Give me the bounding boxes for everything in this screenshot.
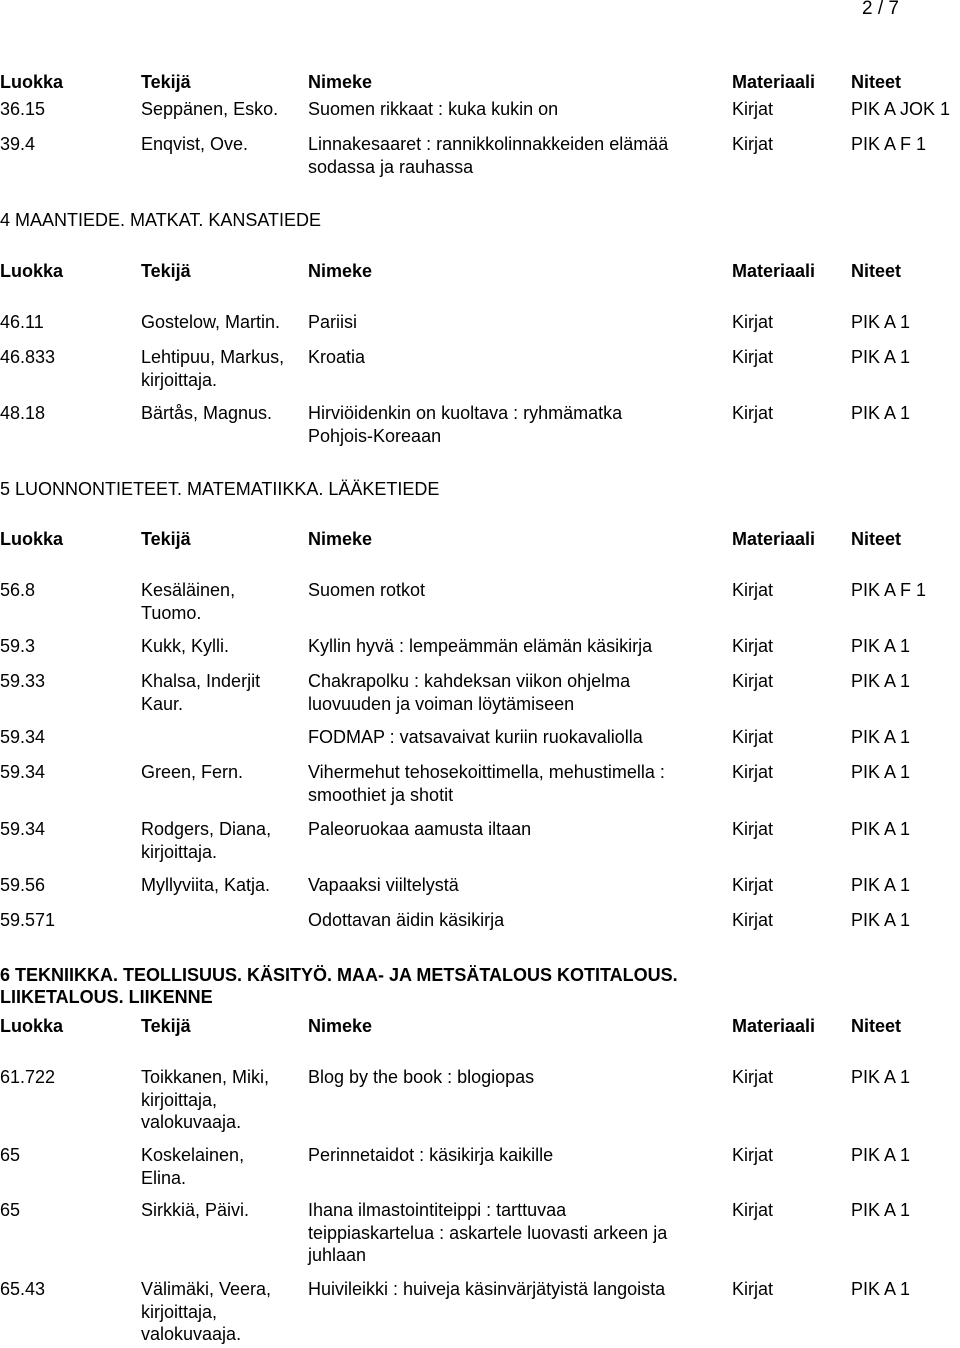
row-materiaali: Kirjat xyxy=(732,99,774,119)
row-tekija: Kesäläinen, xyxy=(141,580,236,600)
row-nimeke: Perinnetaidot : käsikirja kaikille xyxy=(308,1145,554,1165)
s4-header-tekija: Tekijä xyxy=(141,261,191,281)
s6-header-niteet: Niteet xyxy=(851,1016,902,1036)
s4-header-materiaali: Materiaali xyxy=(732,261,816,281)
row-materiaali: Kirjat xyxy=(732,1067,774,1087)
row-nimeke: smoothiet ja shotit xyxy=(308,784,454,805)
row-nimeke: FODMAP : vatsavaivat kuriin ruokavaliolla xyxy=(308,727,643,747)
row-luokka: 56.8 xyxy=(0,580,36,600)
row-nimeke: luovuuden ja voiman löytämiseen xyxy=(308,693,575,714)
s6-header-tekija: Tekijä xyxy=(141,1016,191,1036)
row-nimeke: sodassa ja rauhassa xyxy=(308,156,474,177)
row-materiaali: Kirjat xyxy=(732,580,774,600)
row-nimeke: Kyllin hyvä : lempeämmän elämän käsikirja xyxy=(308,636,653,656)
intro-header-niteet: Niteet xyxy=(851,72,902,92)
row-nimeke: Hirviöidenkin on kuoltava : ryhmämatka xyxy=(308,403,623,423)
row-niteet: PIK A 1 xyxy=(851,671,911,691)
s5-header-niteet: Niteet xyxy=(851,529,902,549)
row-luokka: 65 xyxy=(0,1200,21,1220)
s6-header-luokka: Luokka xyxy=(0,1016,64,1036)
s4-header-nimeke: Nimeke xyxy=(308,261,373,281)
row-tekija: Toikkanen, Miki, xyxy=(141,1067,270,1087)
row-tekija: Kukk, Kylli. xyxy=(141,636,230,656)
s5-header-materiaali: Materiaali xyxy=(732,529,816,549)
row-luokka: 46.833 xyxy=(0,347,56,367)
intro-header-nimeke: Nimeke xyxy=(308,72,373,92)
row-materiaali: Kirjat xyxy=(732,347,774,367)
row-materiaali: Kirjat xyxy=(732,134,774,154)
s6-header-materiaali: Materiaali xyxy=(732,1016,816,1036)
row-niteet: PIK A 1 xyxy=(851,910,911,930)
intro-header-materiaali: Materiaali xyxy=(732,72,816,92)
row-niteet: PIK A F 1 xyxy=(851,580,927,600)
row-nimeke: Linnakesaaret : rannikkolinnakkeiden elämää xyxy=(308,134,669,154)
row-luokka: 65.43 xyxy=(0,1279,46,1299)
row-materiaali: Kirjat xyxy=(732,312,774,332)
row-luokka: 48.18 xyxy=(0,403,46,423)
row-tekija: Lehtipuu, Markus, xyxy=(141,347,285,367)
row-niteet: PIK A 1 xyxy=(851,403,911,423)
row-tekija: Green, Fern. xyxy=(141,762,244,782)
row-nimeke: Blog by the book : blogiopas xyxy=(308,1067,535,1087)
row-materiaali: Kirjat xyxy=(732,636,774,656)
row-niteet: PIK A 1 xyxy=(851,1067,911,1087)
intro-header-luokka: Luokka xyxy=(0,72,64,92)
row-tekija: Myllyviita, Katja. xyxy=(141,875,271,895)
row-niteet: PIK A 1 xyxy=(851,1279,911,1299)
row-luokka: 36.15 xyxy=(0,99,46,119)
row-niteet: PIK A 1 xyxy=(851,875,911,895)
row-luokka: 46.11 xyxy=(0,312,44,332)
page-number: 2 / 7 xyxy=(862,0,899,19)
row-niteet: PIK A 1 xyxy=(851,1200,911,1220)
row-tekija: Elina. xyxy=(141,1167,187,1188)
row-nimeke: Ihana ilmastointiteippi : tarttuvaa xyxy=(308,1200,567,1220)
row-tekija: Koskelainen, xyxy=(141,1145,245,1165)
row-luokka: 59.34 xyxy=(0,819,46,839)
row-niteet: PIK A 1 xyxy=(851,312,911,332)
row-niteet: PIK A F 1 xyxy=(851,134,927,154)
row-nimeke: Odottavan äidin käsikirja xyxy=(308,910,505,930)
row-nimeke: Paleoruokaa aamusta iltaan xyxy=(308,819,532,839)
row-tekija: valokuvaaja. xyxy=(141,1324,242,1344)
row-tekija: Enqvist, Ove. xyxy=(141,134,249,154)
row-nimeke: juhlaan xyxy=(308,1245,367,1265)
row-nimeke: Kroatia xyxy=(308,347,366,367)
row-materiaali: Kirjat xyxy=(732,819,774,839)
row-tekija: Tuomo. xyxy=(141,602,202,623)
section-title: 5 LUONNONTIETEET. MATEMATIIKKA. LÄÄKETIEDE xyxy=(0,479,440,499)
row-niteet: PIK A 1 xyxy=(851,819,911,839)
row-nimeke: Pariisi xyxy=(308,312,358,332)
row-tekija: valokuvaaja. xyxy=(141,1112,242,1132)
row-niteet: PIK A 1 xyxy=(851,762,911,782)
row-materiaali: Kirjat xyxy=(732,727,774,747)
row-nimeke: Huivileikki : huiveja käsinvärjätyistä langoista xyxy=(308,1279,666,1299)
s5-header-nimeke: Nimeke xyxy=(308,529,373,549)
row-nimeke: Vapaaksi viiltelystä xyxy=(308,875,459,895)
row-luokka: 65 xyxy=(0,1145,21,1165)
row-materiaali: Kirjat xyxy=(732,403,774,423)
section-title: 4 MAANTIEDE. MATKAT. KANSATIEDE xyxy=(0,210,322,230)
row-niteet: PIK A 1 xyxy=(851,347,911,367)
row-materiaali: Kirjat xyxy=(732,875,774,895)
row-materiaali: Kirjat xyxy=(732,910,774,930)
row-niteet: PIK A 1 xyxy=(851,1145,911,1165)
section-title: LIIKETALOUS. LIIKENNE xyxy=(0,987,213,1007)
row-tekija: Gostelow, Martin. xyxy=(141,312,281,332)
row-luokka: 59.571 xyxy=(0,910,56,930)
s4-header-niteet: Niteet xyxy=(851,261,902,281)
row-nimeke: Pohjois-Koreaan xyxy=(308,425,442,446)
row-tekija: Bärtås, Magnus. xyxy=(141,403,273,423)
section-title: 6 TEKNIIKKA. TEOLLISUUS. KÄSITYÖ. MAA- JA METSÄTALOUS KOTITALOUS. xyxy=(0,965,678,985)
row-tekija: kirjoittaja, xyxy=(141,1301,218,1322)
s6-header-nimeke: Nimeke xyxy=(308,1016,373,1036)
row-nimeke: Chakrapolku : kahdeksan viikon ohjelma xyxy=(308,671,631,691)
row-luokka: 61.722 xyxy=(0,1067,56,1087)
row-luokka: 39.4 xyxy=(0,134,36,154)
row-materiaali: Kirjat xyxy=(732,671,774,691)
s4-header-luokka: Luokka xyxy=(0,261,64,281)
row-tekija: Khalsa, Inderjit xyxy=(141,671,261,691)
row-tekija: kirjoittaja. xyxy=(141,841,218,862)
row-materiaali: Kirjat xyxy=(732,762,774,782)
row-tekija: Sirkkiä, Päivi. xyxy=(141,1200,250,1220)
row-niteet: PIK A 1 xyxy=(851,727,911,747)
row-nimeke: Suomen rotkot xyxy=(308,580,426,600)
row-tekija: Kaur. xyxy=(141,693,184,714)
row-tekija: Seppänen, Esko. xyxy=(141,99,279,119)
row-nimeke: Suomen rikkaat : kuka kukin on xyxy=(308,99,559,119)
row-luokka: 59.34 xyxy=(0,762,46,782)
s5-header-tekija: Tekijä xyxy=(141,529,191,549)
row-niteet: PIK A 1 xyxy=(851,636,911,656)
row-tekija: kirjoittaja. xyxy=(141,369,218,390)
row-nimeke: teippiaskartelua : askartele luovasti arkeen ja xyxy=(308,1222,668,1243)
row-materiaali: Kirjat xyxy=(732,1200,774,1220)
row-tekija: Välimäki, Veera, xyxy=(141,1279,272,1299)
s5-header-luokka: Luokka xyxy=(0,529,64,549)
row-nimeke: Vihermehut tehosekoittimella, mehustimella : xyxy=(308,762,665,782)
row-luokka: 59.56 xyxy=(0,875,46,895)
row-niteet: PIK A JOK 1 xyxy=(851,99,951,119)
row-tekija: Rodgers, Diana, xyxy=(141,819,272,839)
row-luokka: 59.3 xyxy=(0,636,36,656)
row-materiaali: Kirjat xyxy=(732,1279,774,1299)
row-materiaali: Kirjat xyxy=(732,1145,774,1165)
intro-header-tekija: Tekijä xyxy=(141,72,191,92)
row-luokka: 59.34 xyxy=(0,727,46,747)
row-tekija: kirjoittaja, xyxy=(141,1089,218,1110)
row-luokka: 59.33 xyxy=(0,671,46,691)
